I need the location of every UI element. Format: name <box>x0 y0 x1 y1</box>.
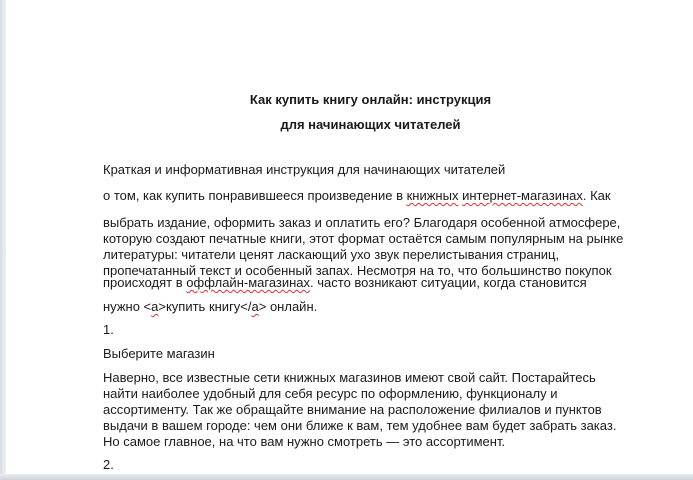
body-line-2: которую создают печатные книги, этот формат остаётся самым популярным на рынке <box>103 231 624 246</box>
intro-line-1: Краткая и информативная инструкция для начинающих читателей <box>103 162 506 177</box>
body-line-5-text-c: . часто возникают ситуации, когда становится <box>310 275 587 290</box>
body-line-5-text-a: происходят в <box>103 275 187 290</box>
spellcheck-word: a <box>151 299 159 314</box>
document-title-line-1: Как купить книгу онлайн: инструкция <box>249 92 492 107</box>
spellcheck-word: a <box>251 299 259 314</box>
step-1-line-2: найти наиболее удобный для себя ресурс по оформлению, функционалу и <box>103 386 558 401</box>
body-line-6-text-e: > онлайн. <box>258 299 318 314</box>
spellcheck-word: оффлайн-магазинах <box>186 275 311 290</box>
intro-line-2-text-a: о том, как купить понравившееся произведение в <box>103 188 407 203</box>
intro-line-2-text-e: . Как <box>582 188 611 203</box>
step-1-line-4: выдачи в вашем городе: чем они ближе к вам, тем удобнее вам будет забрать заказ. <box>103 418 617 433</box>
step-1-heading: Выберите магазин <box>103 346 215 361</box>
list-number-1: 1. <box>103 322 114 337</box>
page-edge-bottom <box>0 474 693 480</box>
spellcheck-word: книжных <box>406 188 459 203</box>
body-line-6-text-c: >купить книгу</ <box>158 299 252 314</box>
list-number-2: 2. <box>103 457 114 472</box>
step-1-line-3: ассортименту. Так же обращайте внимание на расположение филиалов и пунктов <box>103 402 602 417</box>
body-line-3: литературы: читатели ценят ласкающий ухо звук перелистывания страниц, <box>103 247 560 262</box>
body-line-1: выбрать издание, оформить заказ и оплатить его? Благодаря особенной атмосфере, <box>103 215 621 230</box>
document-title-line-2: для начинающих читателей <box>280 117 461 132</box>
body-line-5 <box>103 275 587 291</box>
body-line-4: пропечатанный текст и особенный запах. Несмотря на то, что большинство покупок <box>103 263 612 278</box>
body-line-6 <box>103 299 317 315</box>
body-line-6-text-a: нужно < <box>103 299 152 314</box>
intro-line-2 <box>103 188 611 204</box>
spellcheck-word: интернет-магазинах <box>462 188 583 203</box>
step-1-line-1: Наверно, все известные сети книжных магазинов имеют свой сайт. Постарайтесь <box>103 370 596 385</box>
step-1-line-5: Но самое главное, на что вам нужно смотреть — это ассортимент. <box>103 434 506 449</box>
